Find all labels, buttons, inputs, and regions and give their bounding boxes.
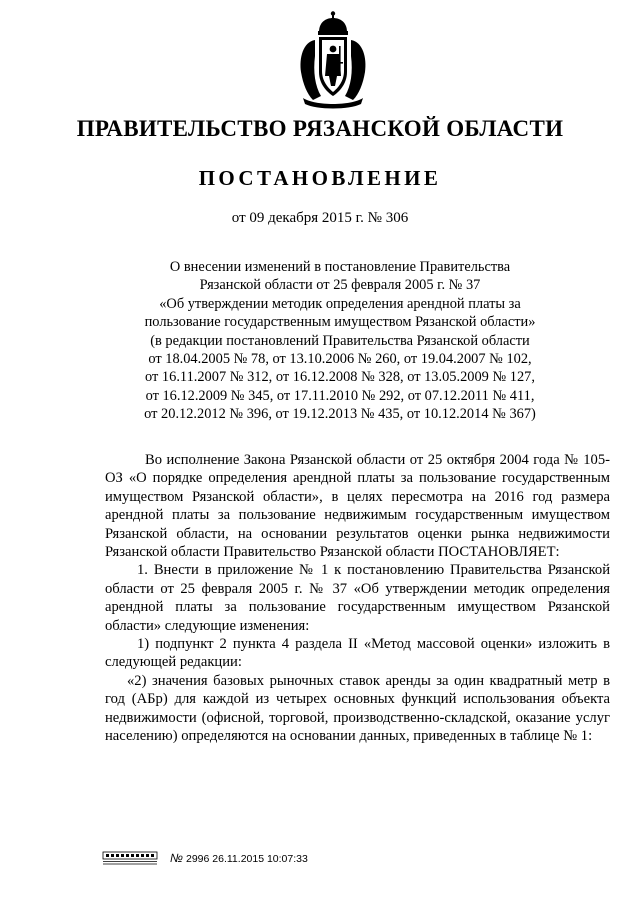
registration-number-datetime: 2996 26.11.2015 10:07:33	[186, 853, 308, 865]
subject-line: (в редакции постановлений Правительства Рязанской области	[150, 332, 530, 349]
subject-line: О внесении изменений в постановление Правительства	[169, 259, 511, 275]
subitem-1-paragraph: 1) подпункт 2 пункта 4 раздела II «Метод массовой оценки» изложить в следующей редакции:	[105, 636, 610, 671]
quote-paragraph: «2) значения базовых рыночных ставок аренды за один квадратный метр в год (АБр) для каждой из четырех основных функций использования объекта недвижимости (офисной, торговой, производственно-складской, оказание услуг населению) определяются на основании данных, приведенных в таблице № 1:	[105, 672, 610, 745]
subject-line: пользование государственным имуществом Рязанской области»	[144, 314, 536, 331]
government-title: ПРАВИТЕЛЬСТВО РЯЗАНСКОЙ ОБЛАСТИ	[76, 116, 564, 141]
subject-line: от 18.04.2005 № 78, от 13.10.2006 № 260, от 19.04.2007 № 102,	[148, 351, 532, 368]
document-type: ПОСТАНОВЛЕНИЕ	[198, 166, 442, 190]
item-1-paragraph: 1. Внести в приложение № 1 к постановлению Правительства Рязанской области от 25 февраля 2005 г. № 37 «Об утверждении методик определения арендной платы за пользование государственным имуществом Рязанской области» следующие изменения:	[105, 562, 610, 634]
document-subject	[100, 258, 580, 424]
subject-line: от 20.12.2012 № 396, от 19.12.2013 № 435, от 10.12.2014 № 367)	[144, 406, 536, 423]
registration-info	[170, 851, 308, 865]
subject-line: Рязанской области от 25 февраля 2005 г. № 37	[199, 277, 481, 294]
registration-stamp-icon	[100, 848, 160, 868]
preamble-paragraph: Во исполнение Закона Рязанской области от 25 октября 2004 года № 105-ОЗ «О порядке определения арендной платы за пользование государственным имуществом Рязанской области», в целях пересмотра на 2016 год размера арендной платы за пользование недвижимым государственным имуществом Рязанской области, на основании результатов оценки рынка недвижимости Рязанской области Правительство Рязанской области ПОСТАНОВЛЯЕТ:	[105, 452, 610, 561]
document-body	[105, 451, 610, 746]
subject-line: от 16.11.2007 № 312, от 16.12.2008 № 328, от 13.05.2009 № 127,	[145, 369, 535, 386]
number-sign: №	[170, 851, 183, 865]
subject-line: «Об утверждении методик определения арендной платы за	[159, 295, 521, 312]
subject-line: от 16.12.2009 № 345, от 17.11.2010 № 292, от 07.12.2011 № 411,	[145, 387, 535, 404]
document-date-number: от 09 декабря 2015 г. № 306	[231, 210, 409, 226]
coat-of-arms-icon	[293, 10, 373, 110]
registration-footer	[100, 848, 420, 868]
